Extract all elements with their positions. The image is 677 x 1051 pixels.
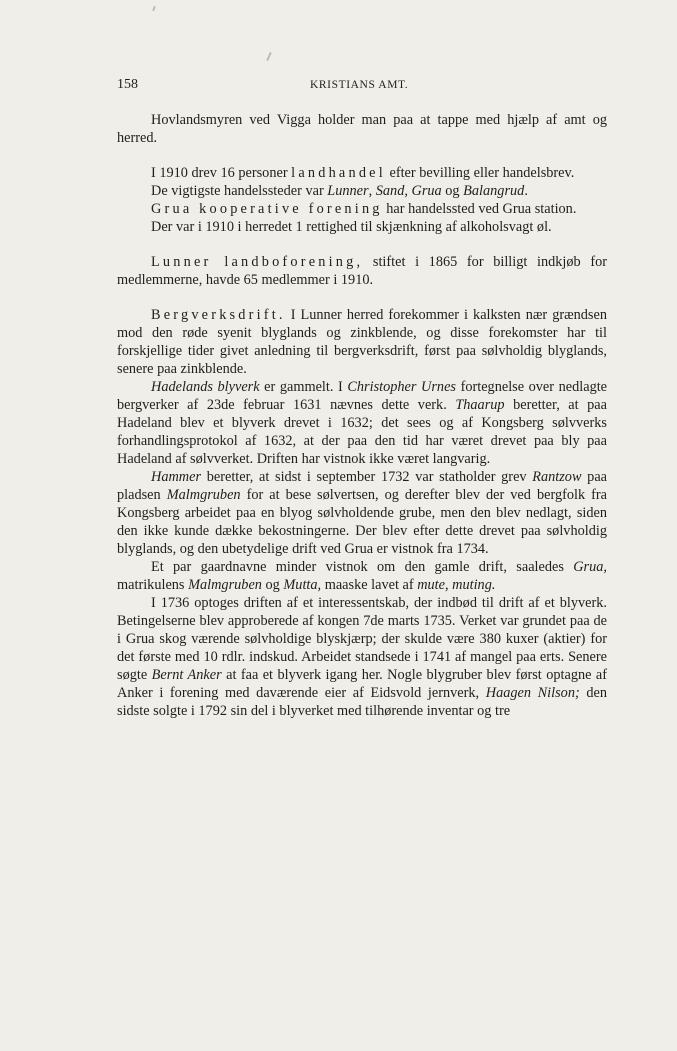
italic-term: Malmgruben: [188, 577, 262, 593]
text: paa pladsen: [117, 469, 608, 503]
text: I Lunner herred forekommer i kalksten nær grændsen mod den røde syenit blyglands og zinkblende, og disse forekomster har til forskjellige tider givet anledning til bergverksdrift, først paa sølvholdig blyglands, senere paa zinkblende.: [117, 307, 607, 377]
text: maaske lavet af: [324, 577, 414, 593]
spaced-term: Grua kooperative forening: [151, 201, 383, 217]
text: og: [265, 577, 280, 593]
text: Hovlandsmyren ved Vigga holder man paa at tappe med hjælp af amt og herred.: [117, 112, 607, 146]
text: Der var i 1910 i herredet 1 rettighed til skjænkning af alkoholsvagt øl.: [151, 219, 552, 235]
paragraph-landboforening: [117, 253, 607, 289]
text: beretter, at paa Hadeland blev et blyverk drevet i 1632; det sees og af Kongsberg sølvverks forhandlingsprotokol af 1632, at der paa den tid har været drevet paa bly paa Hadeland af sølvverket. Driften har vistnok ikke været langvarig.: [117, 397, 607, 467]
page-header: [117, 77, 607, 97]
italic-term: Bernt Anker: [151, 667, 222, 683]
italic-term: Malmgruben: [166, 487, 241, 503]
italic-term: Rantzow: [532, 469, 582, 485]
text: og: [445, 183, 460, 199]
text: fortegnelse over nedlagte bergverker af 23de februar 1631 nævnes dette verk.: [117, 379, 608, 413]
text: er gammelt. I: [264, 379, 343, 395]
paragraph-gaardnavne: [117, 558, 607, 594]
section-heading: Bergverksdrift.: [151, 307, 286, 323]
italic-term: Grua,: [573, 559, 607, 575]
paragraph-hadelands-blyverk: [117, 378, 607, 468]
italic-term: Hammer: [151, 469, 202, 485]
text: De vigtigste handelssteder var: [151, 183, 324, 199]
paragraph-kooperative: [117, 200, 607, 218]
text: I 1736 optoges driften af et interessentskab, der indbød til drift af et blyverk. Betingelserne blev approberede af kongen 7de marts 1735. Verket var grundet paa de i Grua skog værende sølvholdige blyskjærp; der skulde være 380 kuxer (aktier) for det første med 10 rdlr. indskud. Arbeidet standsede i 1741 af mangel paa erts. Senere søgte: [117, 595, 607, 683]
paragraph-handelssteder: De vigtigste handelssteder var Lunner, Sand, Grua og Balangrud.: [151, 183, 528, 199]
text: matrikulens: [117, 577, 185, 593]
text: Et par gaardnavne minder vistnok om den gamle drift, saaledes: [151, 559, 564, 575]
place-name: Lunner: [327, 183, 369, 199]
paragraph-bergverksdrift: [117, 306, 607, 378]
page-number: 158: [117, 77, 138, 92]
italic-term: Hadelands blyverk: [151, 379, 260, 395]
running-head: KRISTIANS AMT.: [310, 79, 409, 91]
text: I 1910 drev 16 personer: [151, 165, 288, 181]
text: har handelssted ved Grua station.: [386, 201, 577, 217]
place-name: Balangrud: [463, 183, 525, 199]
text: for at bese sølvertsen, og derefter blev der ved bergfolk fra Kongsberg arbeidet paa en blyog sølvholdende grube, men den blev nedlagt, siden den ikke kunde dække bekostningerne. Der blev efter dette drevet paa sølvholdig blyglands, og den ubetydelige drift ved Grua er vistnok fra 1734.: [117, 487, 608, 557]
italic-term: Haagen Nilson;: [485, 685, 580, 701]
spaced-term: Lunner landboforening,: [151, 254, 364, 270]
paragraph-rettighed: [117, 218, 607, 236]
text: stiftet i 1865 for billigt indkjøb for medlemmerne, havde 65 medlemmer i 1910.: [117, 254, 607, 288]
page-body: [117, 111, 607, 720]
text: efter bevilling eller handelsbrev.: [389, 165, 575, 181]
italic-term: Thaarup: [455, 397, 505, 413]
text: beretter, at sidst i september 1732 var statholder grev: [206, 469, 527, 485]
paragraph-landhandel: [117, 164, 607, 182]
place-name: Grua: [411, 183, 442, 199]
text: at faa et blyverk igang her. Nogle blygruber blev først optagne af Anker i forening med daværende eier af Eidsvold jernverk,: [117, 667, 607, 701]
paragraph-interessentskab: [117, 594, 607, 720]
paper-speck: [266, 52, 271, 61]
italic-term: mute, muting.: [417, 577, 496, 593]
place-name: Sand: [375, 183, 405, 199]
paragraph-hovlandsmyren: [117, 111, 607, 147]
spaced-term: landhandel: [291, 165, 386, 181]
italic-term: Mutta,: [283, 577, 322, 593]
paper-speck: [152, 6, 155, 11]
paragraph-hammer: [117, 468, 607, 558]
text: den sidste solgte i 1792 sin del i blyverket med tilhørende inventar og tre: [117, 685, 608, 719]
italic-term: Christopher Urnes: [347, 379, 456, 395]
